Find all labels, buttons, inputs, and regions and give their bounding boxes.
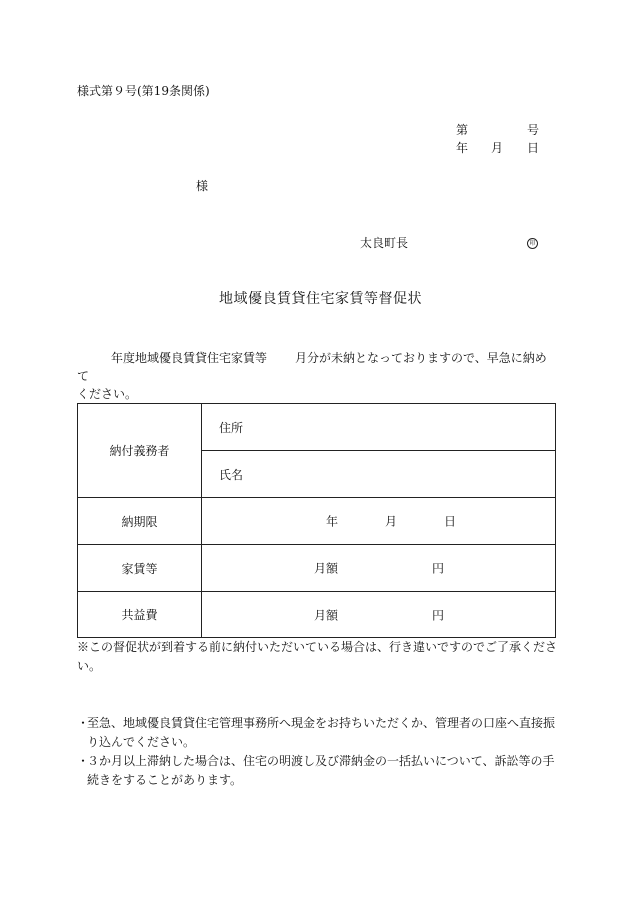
- common-yen: 円: [432, 608, 445, 622]
- deadline-label: 納期限: [121, 514, 158, 529]
- name-label: 氏名: [219, 467, 244, 482]
- obligor-label: 納付義務者: [109, 444, 170, 458]
- issuer-title: 太良町長: [360, 236, 409, 250]
- body-part1: 年度地域優良賃貸住宅家賃等: [111, 351, 268, 365]
- deadline-label-cell: [78, 498, 202, 545]
- body-part2: 月分が未納となっておりますので、早急に納めて: [77, 351, 547, 383]
- body-paragraph: [77, 349, 557, 403]
- obligor-label-cell: [78, 404, 202, 498]
- bullet-item: [77, 714, 557, 752]
- bullet-item: [77, 752, 557, 790]
- note-line1: ※この督促状が到着する前に納付いただいている場合は、行き違いですのでご了承くださ: [77, 640, 558, 654]
- name-field: [202, 451, 556, 498]
- common-fee-label: 共益費: [121, 608, 158, 622]
- bullet-line2: 続きをすることがあります。: [87, 773, 243, 787]
- bullet-line1: ３か月以上滞納した場合は、住宅の明渡し及び滞納金の一括払いについて、訴訟等の手: [87, 754, 555, 768]
- date-day: 日: [527, 141, 540, 155]
- rent-yen: 円: [432, 561, 445, 576]
- address-field: [202, 404, 556, 451]
- rent-label: 家賃等: [121, 561, 158, 576]
- body-line2: ください。: [77, 387, 138, 401]
- deadline-value-cell: [202, 498, 556, 545]
- rent-value-cell: [202, 545, 556, 592]
- address-label: 住所: [219, 420, 244, 435]
- deadline-year: 年: [326, 514, 339, 529]
- payment-table: [77, 403, 556, 638]
- bullet-line1: 至急、地域優良賃貸住宅管理事務所へ現金をお持ちいただくか、管理者の口座へ直接振: [87, 716, 556, 730]
- doc-number-suffix: 号: [527, 123, 540, 137]
- note-line2: い。: [77, 659, 102, 673]
- addressee-suffix: 様: [196, 179, 209, 193]
- bullet-line2: り込んでください。: [87, 735, 196, 749]
- date-year: 年: [456, 141, 469, 155]
- common-monthly: 月額: [314, 608, 339, 622]
- rent-label-cell: [78, 545, 202, 592]
- bullet-mark: ・: [77, 716, 90, 730]
- document-title: 地域優良賃貸住宅家賃等督促状: [219, 291, 422, 307]
- common-fee-label-cell: [78, 592, 202, 638]
- common-fee-value-cell: [202, 592, 556, 638]
- date-month: 月: [491, 141, 504, 155]
- form-number: 様式第９号(第19条関係): [77, 84, 210, 98]
- doc-number-prefix: 第: [456, 123, 469, 137]
- deadline-month: 月: [385, 514, 398, 529]
- note: [77, 638, 557, 676]
- seal-mark: 印: [527, 238, 538, 249]
- bullet-mark: ・: [77, 754, 90, 768]
- deadline-day: 日: [444, 514, 457, 529]
- rent-monthly: 月額: [314, 561, 339, 576]
